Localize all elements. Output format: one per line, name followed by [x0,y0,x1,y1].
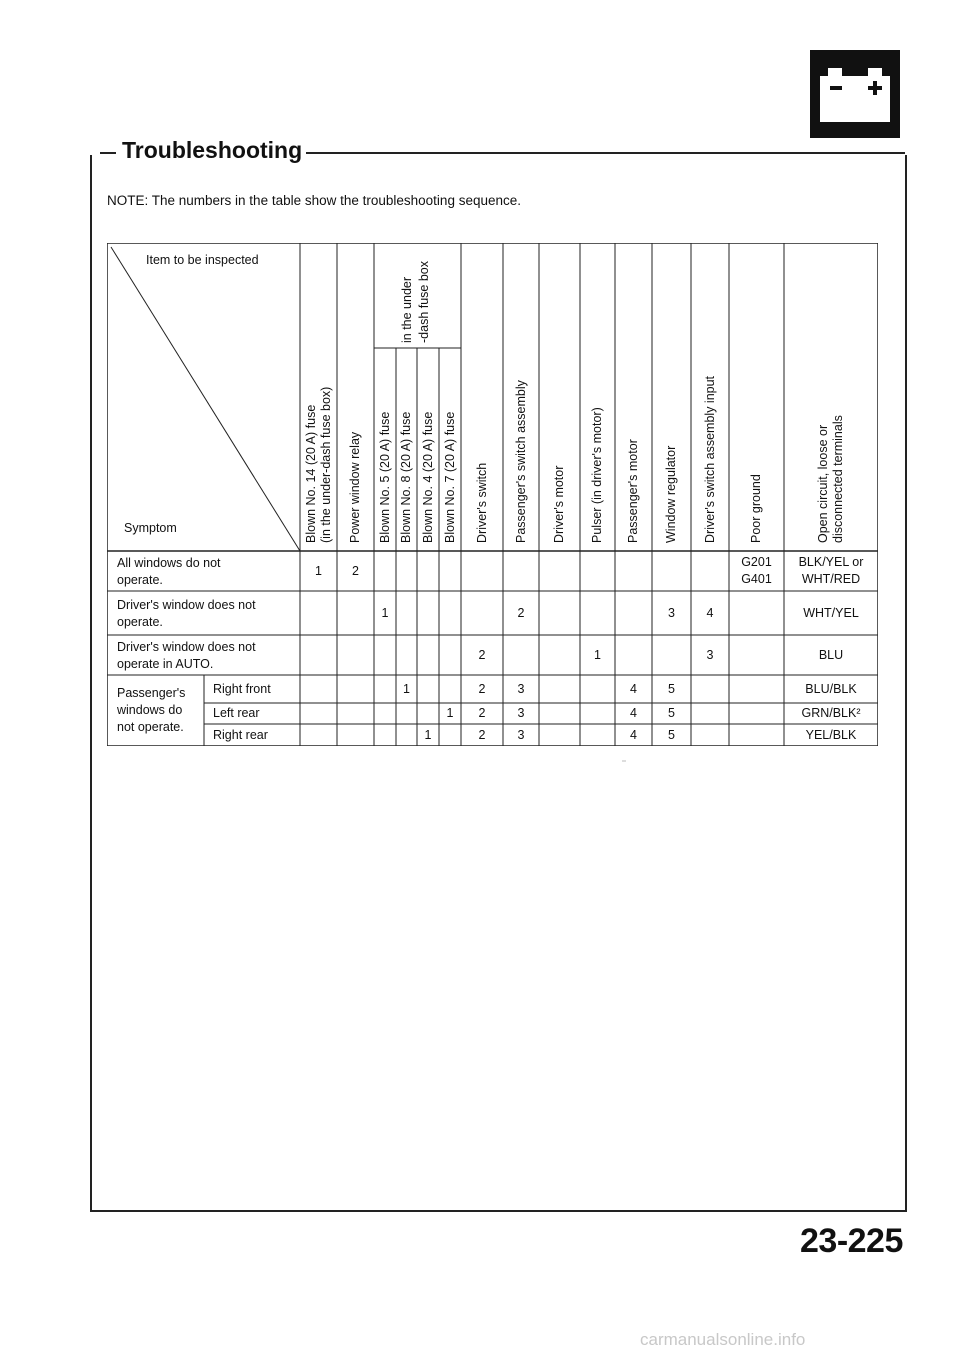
battery-icon [810,50,900,138]
row-value [374,605,396,622]
row-value [503,605,539,622]
row-value [652,705,691,722]
symptom-line: operate in AUTO. [117,657,214,671]
row-value [784,647,878,664]
column-header: Blown No. 14 (20 A) fuse [303,404,318,543]
row-symptom [117,639,297,673]
value-line: 2 [478,647,486,662]
value-line: 4 [706,605,714,620]
row-value [503,681,539,698]
column-header: Blown No. 8 (20 A) fuse [399,411,413,543]
column-header: Blown No. 4 (20 A) fuse [420,411,435,543]
value-line: 1 [315,563,322,578]
row-value [691,605,729,622]
row-value [652,605,691,622]
value-line: 3 [517,727,525,742]
row-value [503,705,539,722]
value-line: 5 [668,681,675,696]
symptom-line: Driver's window does not [117,598,256,612]
row-value [461,727,503,744]
row-value [652,681,691,698]
value-line: 2 [478,681,486,696]
row-value [417,727,439,744]
row-sub-symptom: Right rear [213,727,268,742]
value-line: 1 [381,605,389,620]
value-line: 2 [517,605,525,620]
row-symptom [117,597,297,631]
value-line: 5 [668,727,675,742]
row-value [615,705,652,722]
row-value [439,705,461,722]
row-value [461,705,503,722]
row-value [784,605,878,622]
scan-speck [622,760,626,762]
troubleshooting-table [107,243,878,746]
column-header: Blown No. 7 (20 A) fuse [442,411,457,543]
table-note: NOTE: The numbers in the table show the troubleshooting sequence. [107,193,521,208]
row-sub-symptom: Left rear [213,706,260,720]
value-line: BLU [818,647,844,662]
row-value [784,554,878,588]
value-line: GRN/BLK² [801,706,861,720]
row-value [691,647,729,664]
grid-line [111,247,300,551]
title-rule [100,152,116,154]
column-header: Driver's switch assembly input [702,375,717,543]
page-number: 23-225 [800,1222,903,1260]
row-value [784,727,878,744]
column-header: Passenger's switch assembly [513,380,528,543]
column-header: Pulser (in driver's motor) [590,407,604,543]
symptom-line: All windows do not [117,556,221,570]
column-header: Blown No. 5 (20 A) fuse [377,411,392,543]
value-line: WHT/YEL [803,605,859,620]
value-line: BLU/BLK [805,681,857,696]
value-line: 3 [517,706,525,720]
row-value [461,681,503,698]
column-header: disconnected terminals [831,415,845,543]
value-line: 3 [706,647,714,662]
column-header: Poor ground [749,474,763,543]
row-value [461,647,503,664]
value-line: 2 [478,727,486,742]
group-label-line: not operate. [117,720,184,734]
fuse-group-header: -dash fuse box [417,261,431,343]
column-header: Driver's switch [474,462,489,543]
column-header: Open circuit, loose or [816,424,830,543]
row-value [300,563,337,580]
row-value [784,705,878,722]
row-value [615,727,652,744]
value-line: BLK/YEL or [798,555,864,569]
value-line: 3 [517,681,525,696]
passenger-group-label [117,685,185,736]
column-header: Power window relay [348,431,362,543]
value-line: 4 [630,706,637,720]
footer-site: carmanualsonline.info [640,1330,806,1349]
row-value [652,727,691,744]
row-value [396,681,417,698]
value-line: 3 [668,605,675,620]
value-line: 1 [594,647,601,662]
symptom-line: operate. [117,573,163,587]
row-value [784,681,878,698]
column-header: Driver's motor [552,465,566,543]
value-line: WHT/RED [801,572,861,586]
row-symptom [117,555,297,589]
row-value [729,554,784,588]
value-line: G201 [741,555,772,569]
value-line: G401 [741,572,772,586]
column-header: Passenger's motor [626,439,640,543]
symptom-line: operate. [117,615,163,629]
value-line: 5 [668,706,675,720]
title-rule [300,152,905,154]
symptom-line: Driver's window does not [117,640,256,654]
column-header: Window regulator [664,445,678,543]
column-header: (in the under-dash fuse box) [318,386,333,543]
row-value [580,647,615,664]
row-value [503,727,539,744]
group-label-line: Passenger's [117,686,186,700]
value-line: YEL/BLK [805,727,857,742]
value-line: 4 [630,727,637,742]
row-value [337,563,374,580]
row-value [615,681,652,698]
section-title: Troubleshooting [118,137,306,164]
group-label-line: windows do [117,703,183,717]
value-line: 4 [630,681,637,696]
fuse-group-header: in the under [400,276,414,343]
corner-label-item: Item to be inspected [146,253,259,267]
value-line: 1 [446,706,454,720]
value-line: 1 [424,727,432,742]
corner-label-symptom: Symptom [124,521,177,535]
value-line: 2 [352,563,359,578]
value-line: 2 [478,706,486,720]
value-line: 1 [403,681,410,696]
row-sub-symptom: Right front [213,681,271,696]
